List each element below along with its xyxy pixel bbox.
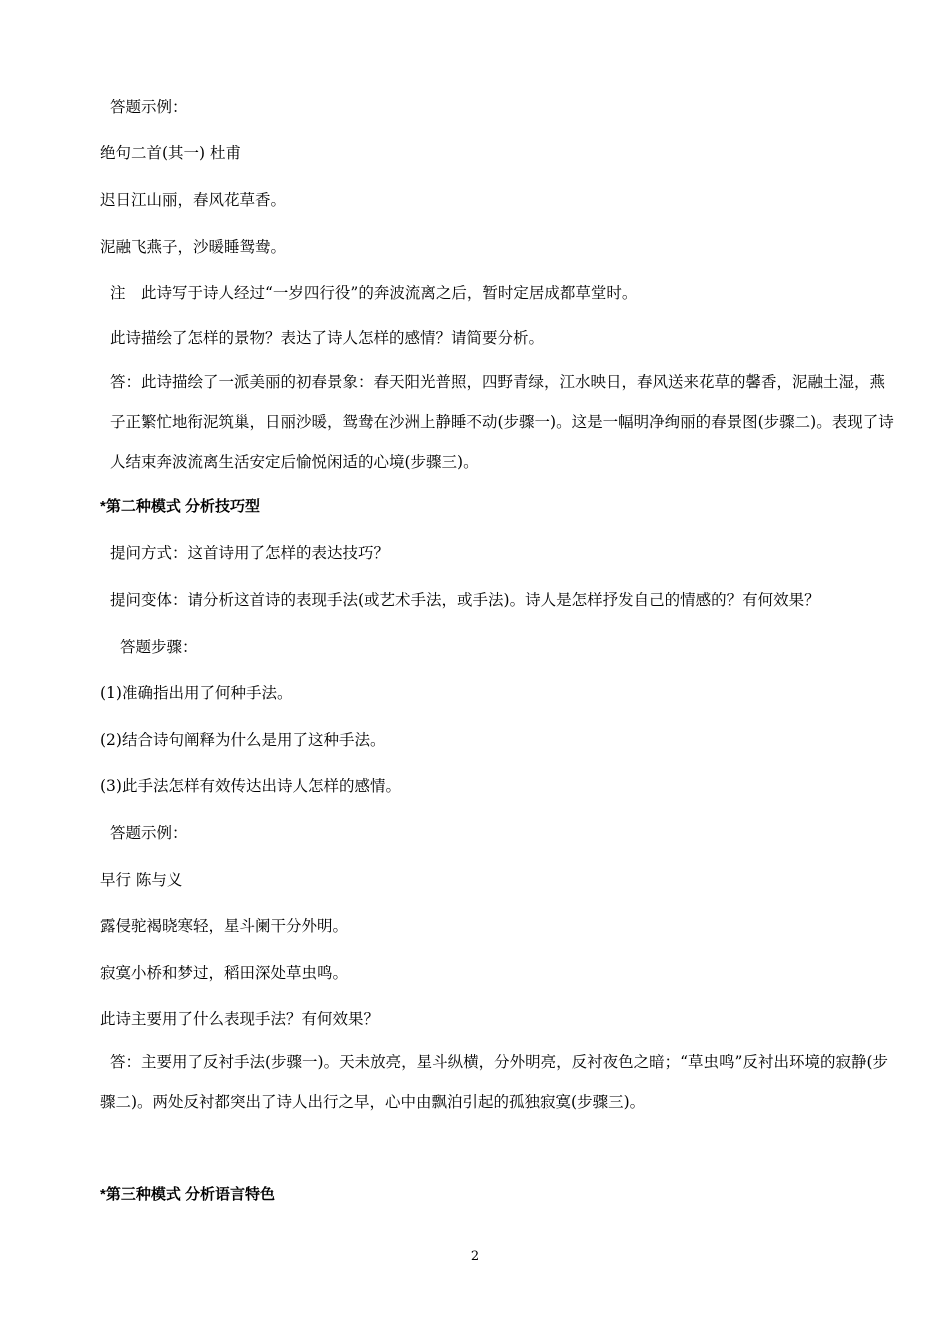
poem-line: 寂寞小桥和梦过，稻田深处草虫鸣。 <box>100 964 349 982</box>
ask-variant: 提问变体：请分析这首诗的表现手法(或艺术手法，或手法)。诗人是怎样抒发自己的情感的？有何效果？ <box>110 591 820 609</box>
step-item: (2)结合诗句阐释为什么是用了这种手法。 <box>100 731 386 749</box>
section-heading: *第三种模式 分析语言特色 <box>100 1186 276 1203</box>
answer-paragraph: 答：主要用了反衬手法(步骤一)。天未放亮，星斗纵横，分外明亮，反衬夜色之暗；“草虫鸣”反衬出环境的寂静(步骤二)。两处反衬都突出了诗人出行之早，心中由飘泊引起的孤独寂寞(步骤三)。 <box>100 1053 888 1111</box>
answer-paragraph: 答：此诗描绘了一派美丽的初春景象：春天阳光普照，四野青绿，江水映日，春风送来花草的馨香，泥融土湿，燕子正繁忙地衔泥筑巢，日丽沙暖，鸳鸯在沙洲上静睡不动(步骤一)。这是一幅明净绚丽的春景图(步骤二)。表现了诗人结束奔波流离生活安定后愉悦闲适的心境(步骤三)。 <box>110 373 894 471</box>
example-label: 答题示例： <box>110 824 188 842</box>
step-item: (3)此手法怎样有效传达出诗人怎样的感情。 <box>100 777 401 795</box>
step-item: (1)准确指出用了何种手法。 <box>100 684 293 702</box>
poem-line: 泥融飞燕子，沙暖睡鸳鸯。 <box>100 238 287 256</box>
ask-way: 提问方式：这首诗用了怎样的表达技巧？ <box>110 544 390 562</box>
steps-label: 答题步骤： <box>120 638 198 656</box>
poem-line: 露侵驼褐晓寒轻，星斗阑干分外明。 <box>100 917 349 935</box>
poem-title: 绝句二首(其一) 杜甫 <box>100 144 242 162</box>
question: 此诗描绘了怎样的景物？表达了诗人怎样的感情？请简要分析。 <box>110 329 545 347</box>
poem-title: 早行 陈与义 <box>100 871 183 889</box>
poem-line: 迟日江山丽，春风花草香。 <box>100 191 287 209</box>
section-heading: *第二种模式 分析技巧型 <box>100 498 261 515</box>
page-number: 2 <box>470 1249 480 1264</box>
example-label: 答题示例： <box>110 98 188 116</box>
question: 此诗主要用了什么表现手法？有何效果？ <box>100 1010 380 1028</box>
poem-note: 注 此诗写于诗人经过“一岁四行役”的奔波流离之后，暂时定居成都草堂时。 <box>110 284 638 302</box>
